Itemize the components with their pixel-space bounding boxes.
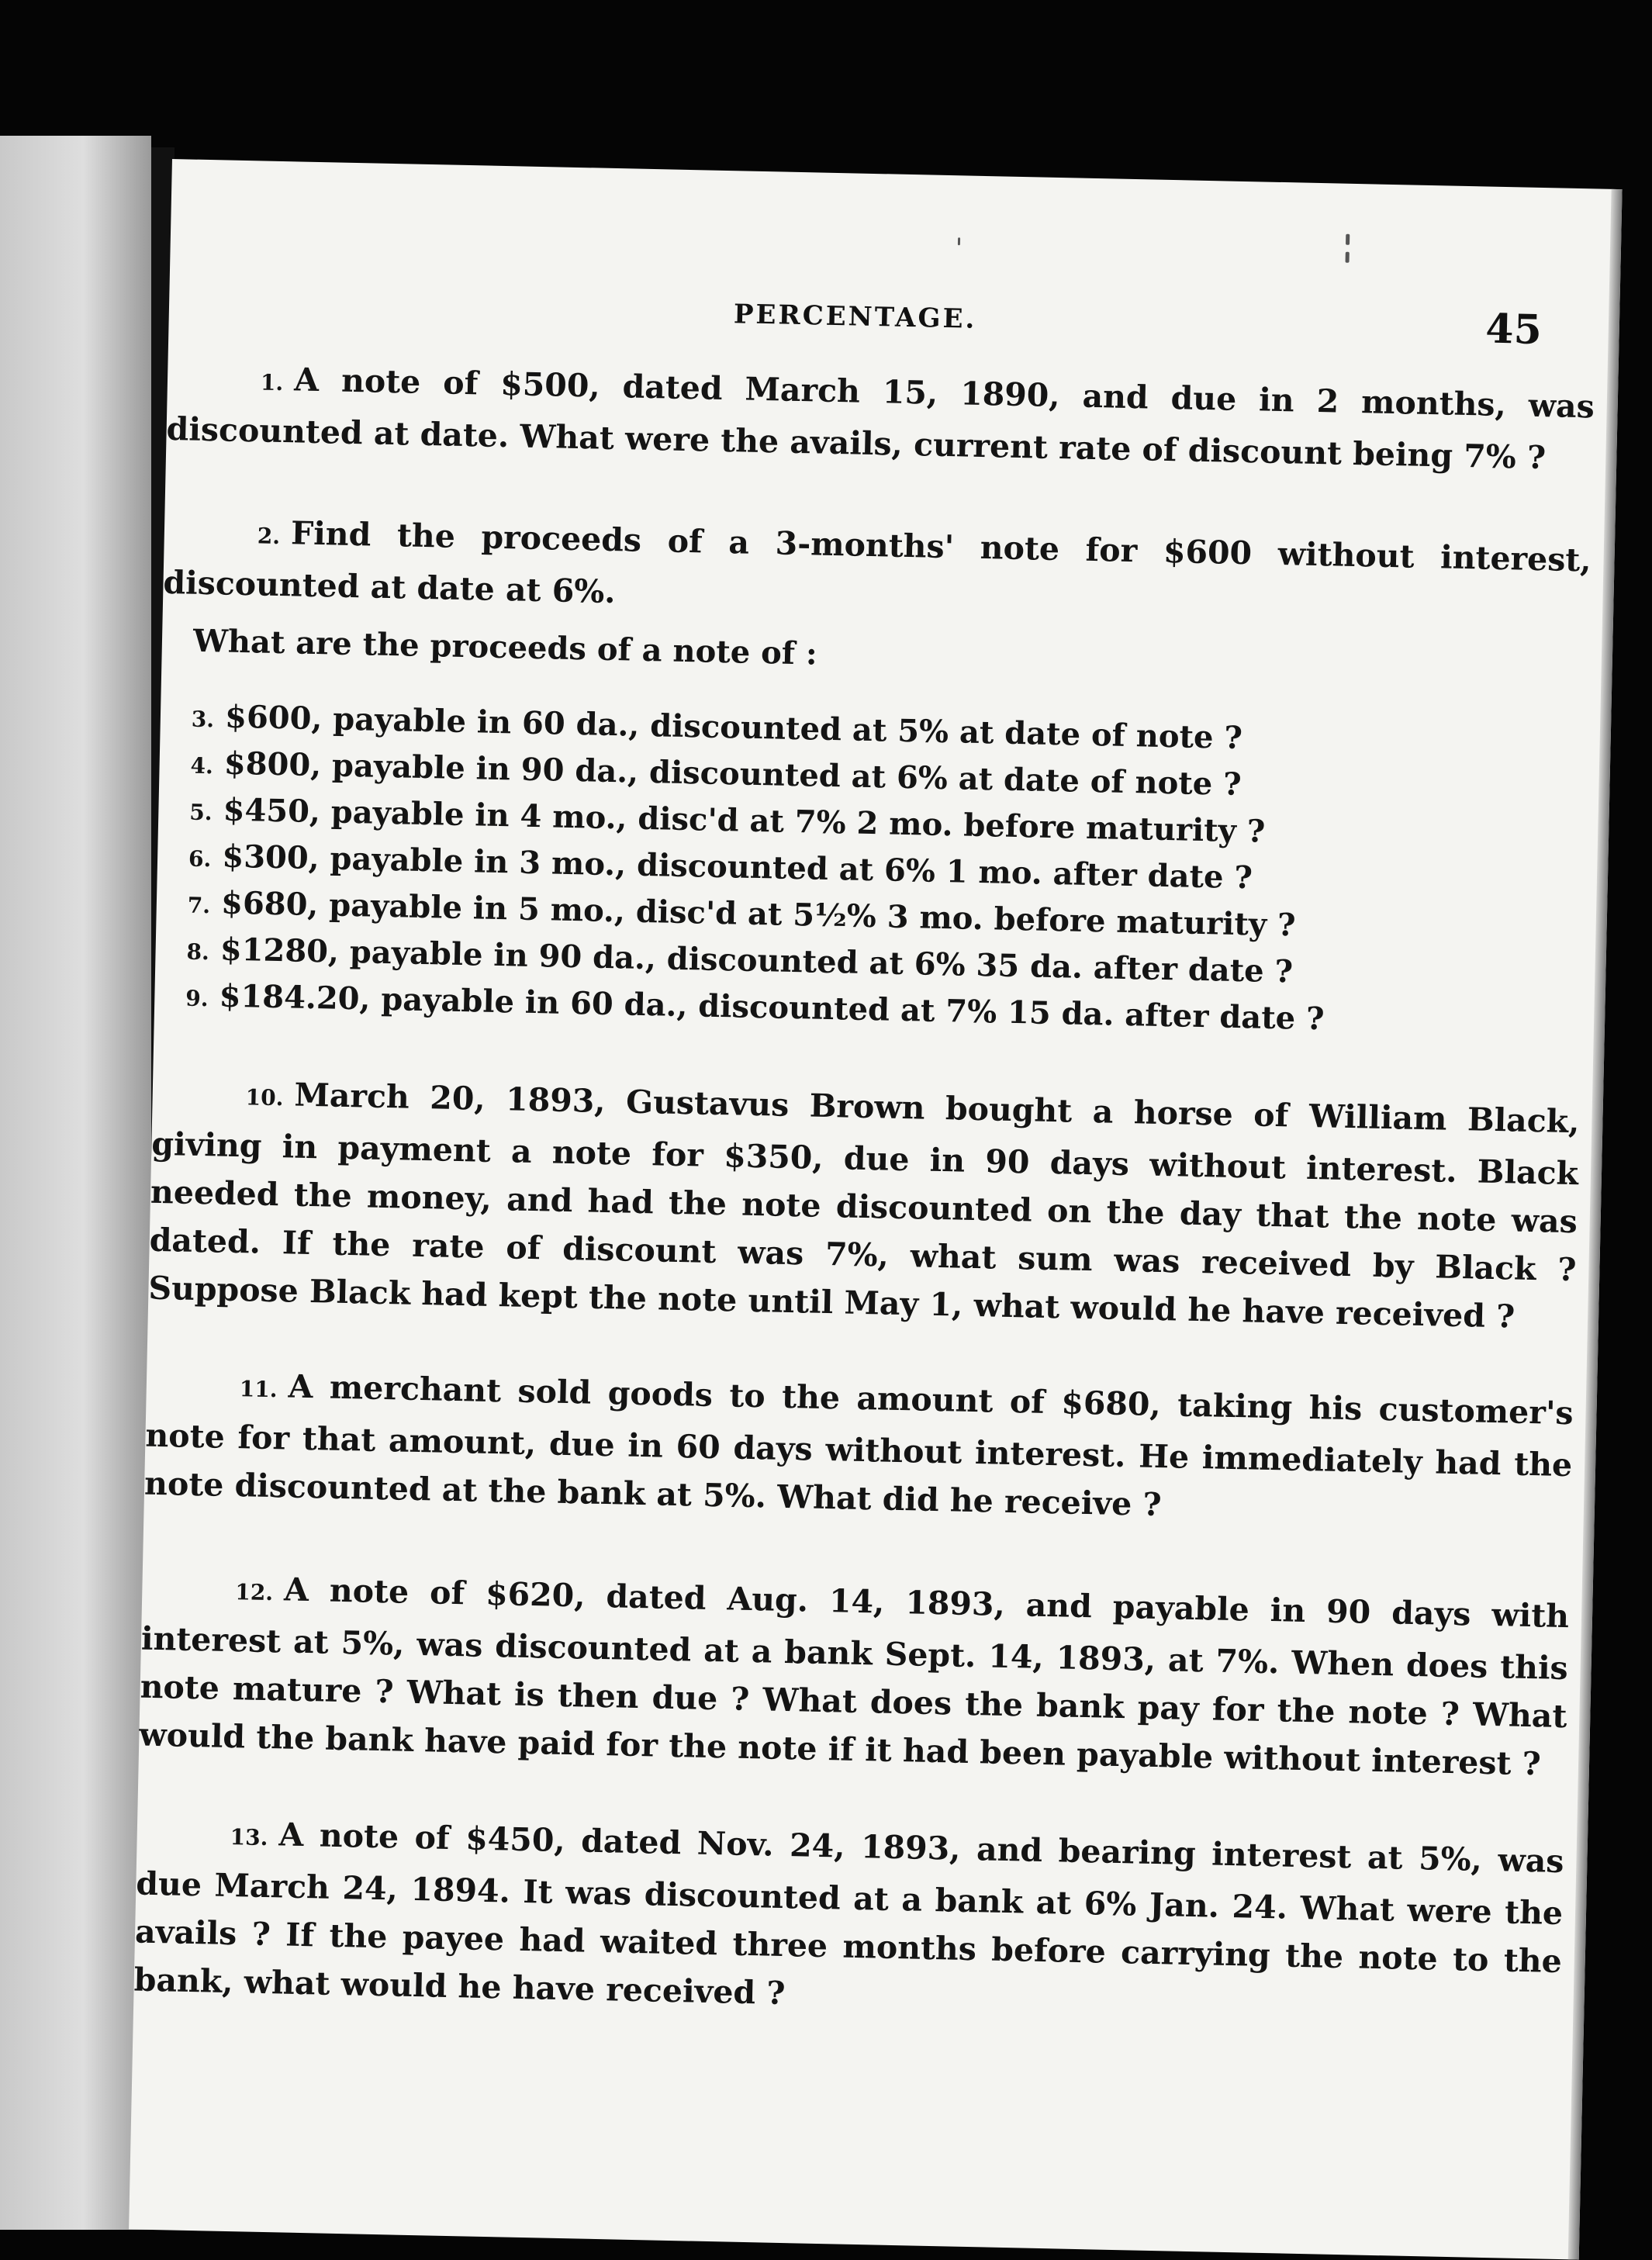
problem-10: [148, 1068, 1580, 1342]
problem-number: 3.: [191, 706, 215, 733]
problem-text: $300, payable in 3 mo., discounted at 6% 1 mo. after date ?: [221, 838, 1253, 897]
problem-number: 7.: [187, 892, 211, 919]
problem-number: 8.: [186, 938, 210, 966]
problem-text: $184.20, payable in 60 da., discounted at 7% 15 da. after date ?: [219, 977, 1325, 1038]
page-number: 45: [1484, 305, 1543, 354]
problem-number: 6.: [188, 845, 212, 873]
problem-text: $600, payable in 60 da., discounted at 5% at date of note ?: [224, 698, 1243, 757]
problem-text: A merchant sold goods to the amount of $680, taking his customer's note for that amount, due in 60 days without interest. He immediately had the note discounted at the bank at 5%. What did he receive ?: [143, 1367, 1574, 1524]
running-title: PERCENTAGE.: [733, 299, 977, 335]
problem-number: 12.: [234, 1579, 274, 1606]
running-header: [168, 287, 1596, 364]
problem-number: 5.: [189, 799, 213, 826]
problem-text: A note of $620, dated Aug. 14, 1893, and payable in 90 days with interest at 5%, was discounted at a bank Sept. 14, 1893, at 7%. When does this note mature ? What is then due ? What does the bank pay for the note ? What would the bank have paid for the note if it had been payable without interest ?: [138, 1571, 1570, 1783]
problem-number: 1.: [260, 369, 284, 396]
problem-12: [139, 1563, 1570, 1788]
problem-text: $450, payable in 4 mo., disc'd at 7% 2 mo. before maturity ?: [223, 791, 1266, 850]
problem-number: 11.: [239, 1376, 278, 1403]
problem-number: 13.: [230, 1824, 268, 1851]
problem-number: 10.: [245, 1084, 284, 1111]
problem-text: $1280, payable in 90 da., discounted at 6% 35 da. after date ?: [219, 931, 1294, 990]
top-specks: [172, 159, 1623, 189]
problem-2: [163, 506, 1592, 637]
problem-1: [166, 353, 1595, 483]
book-page: [129, 159, 1623, 2260]
problem-text: $800, payable in 90 da., discounted at 6% at date of note ?: [223, 745, 1242, 803]
problem-text: March 20, 1893, Gustavus Brown bought a horse of William Black, giving in payment a note for $350, due in 90 days without interest. Black needed the money, and had the note discounted on the day that the note was dated. If the rate of discount was 7%, what sum was received by Black ? Suppose Black had kept the note until May 1, what would he have received ?: [148, 1076, 1580, 1336]
problem-text: $680, payable in 5 mo., disc'd at 5½% 3 mo. before maturity ?: [220, 884, 1296, 944]
problem-number: 2.: [257, 523, 281, 550]
problem-number: 9.: [185, 985, 209, 1012]
problem-text: A note of $500, dated March 15, 1890, and due in 2 months, was discounted at date. What were the avails, current rate of discount being 7% ?: [166, 361, 1595, 477]
problem-13: [133, 1808, 1564, 2034]
problem-text: A note of $450, dated Nov. 24, 1893, and bearing interest at 5%, was due March 24, 1894. It was discounted at a bank at 6% Jan. 24. What were the avails ? If the payee had waited three months before carrying the note to the bank, what would he have received ?: [133, 1816, 1564, 2013]
problem-text: Find the proceeds of a 3-months' note for $600 without interest, discounted at date at 6%.: [163, 514, 1592, 611]
left-page-edge: [0, 136, 151, 2230]
list-prompt: What are the proceeds of a note of :: [192, 622, 818, 672]
problem-11: [144, 1360, 1574, 1537]
problem-number: 4.: [190, 752, 214, 779]
